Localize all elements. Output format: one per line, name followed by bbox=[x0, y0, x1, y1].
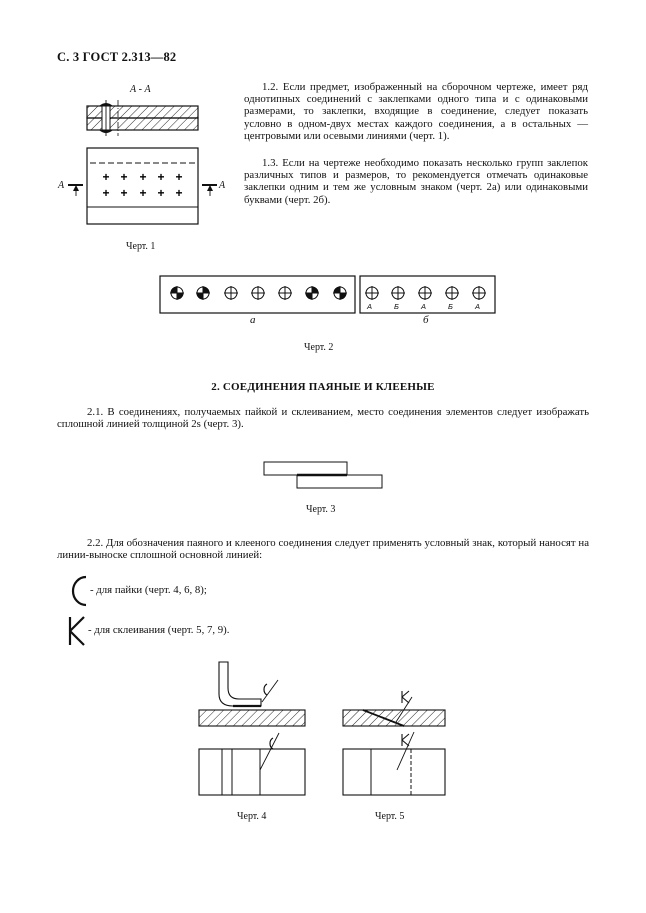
svg-text:+: + bbox=[139, 186, 147, 200]
fig3-caption: Черт. 3 bbox=[306, 504, 336, 515]
page-header: С. 3 ГОСТ 2.313—82 bbox=[57, 50, 177, 64]
cut-label-left: А bbox=[58, 180, 65, 191]
letter-1: А bbox=[367, 302, 373, 311]
section-2-title: 2. СОЕДИНЕНИЯ ПАЯНЫЕ И КЛЕЕНЫЕ bbox=[211, 381, 435, 393]
cut-label-right: А bbox=[219, 180, 226, 191]
svg-text:+: + bbox=[139, 170, 147, 184]
paragraph-1-2: 1.2. Если предмет, изображенный на сборочном чертеже, имеет ряд однотипных соединений с заклепками одного типа и с одинаковыми размерами, то заклепки, входящие в соединение, следует показать условно в одном-двух местах каждого соединения, а в остальных — центровыми или осевыми линиями (черт. 1). bbox=[244, 81, 588, 142]
part-b-label: б bbox=[423, 314, 429, 326]
paragraph-2-1: 2.1. В соединениях, получаемых пайкой и склеиванием, место соединения элементов следует изображать сплошной линией толщиной 2s (черт. 3). bbox=[57, 406, 589, 431]
letter-5: А bbox=[475, 302, 481, 311]
svg-text:+: + bbox=[120, 170, 128, 184]
glue-text: - для склеивания (черт. 5, 7, 9). bbox=[88, 624, 230, 636]
part-a-label: а bbox=[250, 314, 256, 326]
svg-text:+: + bbox=[175, 170, 183, 184]
svg-text:+: + bbox=[102, 170, 110, 184]
fig2-caption: Черт. 2 bbox=[304, 342, 334, 353]
svg-text:+: + bbox=[175, 186, 183, 200]
fig5-caption: Черт. 5 bbox=[375, 811, 405, 822]
letter-2: Б bbox=[394, 302, 399, 311]
fig1-caption: Черт. 1 bbox=[126, 241, 156, 252]
svg-text:+: + bbox=[120, 186, 128, 200]
letter-4: Б bbox=[448, 302, 453, 311]
letter-3: А bbox=[421, 302, 427, 311]
svg-text:+: + bbox=[157, 170, 165, 184]
paragraph-1-3: 1.3. Если на чертеже необходимо показать несколько групп заклепок различных типов и размеров, то рекомендуется отмечать одинаковые заклепки одним и тем же условным знаком (черт. 2а) или одинаковыми буквами (черт. 2б). bbox=[244, 157, 588, 206]
fig4-caption: Черт. 4 bbox=[237, 811, 267, 822]
solder-text: - для пайки (черт. 4, 6, 8); bbox=[90, 584, 207, 596]
svg-text:+: + bbox=[157, 186, 165, 200]
paragraph-2-2: 2.2. Для обозначения паяного и клееного соединения следует применять условный знак, который наносят на линии-выноске сплошной основной линией: bbox=[57, 537, 589, 562]
svg-text:+: + bbox=[102, 186, 110, 200]
section-label: А - А bbox=[130, 84, 151, 95]
